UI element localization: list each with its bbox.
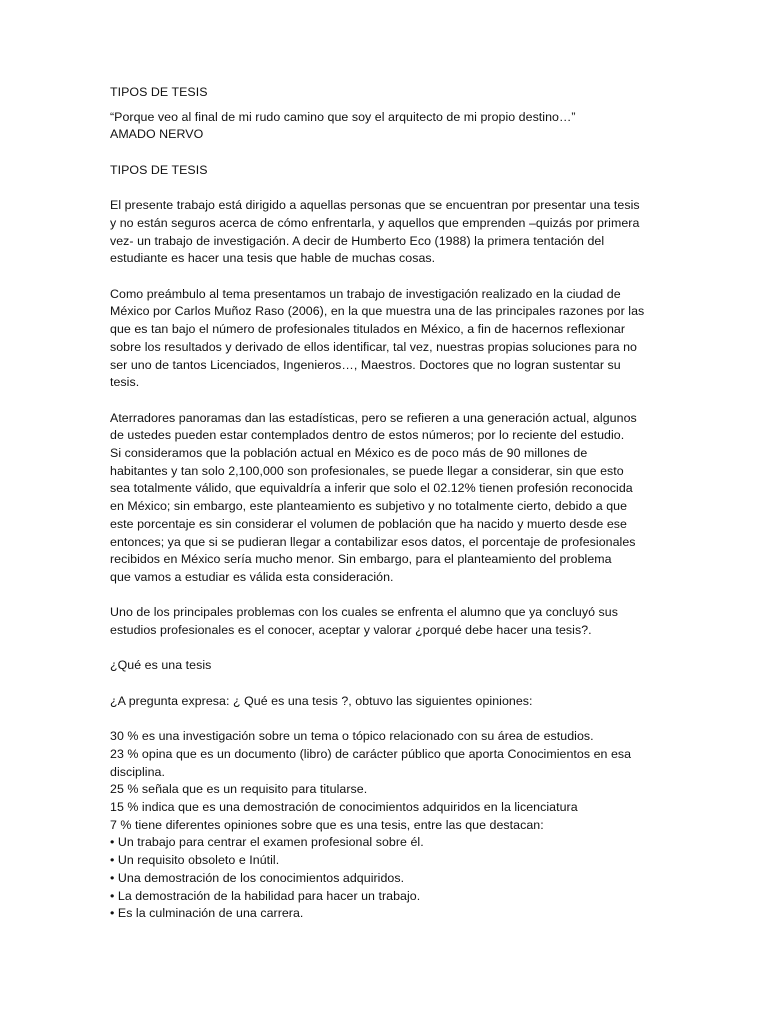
epigraph-quote: “Porque veo al final de mi rudo camino que soy el arquitecto de mi propio destino…” [110,109,576,124]
opinion-item: 15 % indica que es una demostración de conocimientos adquiridos en la licenciatura [110,800,578,814]
paragraph-line: que es tan bajo el número de profesionales titulados en México, a fin de hacernos reflexionar [110,322,626,337]
paragraph-line: y no están seguros acerca de cómo enfrentarla, y aquellos que emprenden –quizás por primera [110,215,640,230]
question-line: ¿A pregunta expresa: ¿ Qué es una tesis ?, obtuvo las siguientes opiniones: [110,693,533,708]
paragraph-line: de ustedes pueden estar contemplados dentro de estos números; por lo reciente del estudio. [110,428,625,443]
paragraph-line: vez- un trabajo de investigación. A decir de Humberto Eco (1988) la primera tentación del [110,233,605,248]
paragraph-line: Si consideramos que la población actual en México es de poco más de 90 millones de [110,446,588,460]
bullet-list [110,834,658,923]
bullet-item: • La demostración de la habilidad para hacer un trabajo. [110,888,421,903]
paragraph-line: este porcentaje es sin considerar el volumen de población que ha nacido y muerto desde ese [110,516,627,531]
opinion-item: 25 % señala que es un requisito para titularse. [110,782,368,797]
question-heading: ¿Qué es una tesis [110,658,212,673]
paragraph-statistics [110,410,658,587]
paragraph-line: Aterradores panoramas dan las estadísticas, pero se refieren a una generación actual, algunos [110,410,637,425]
opinion-item: 30 % es una investigación sobre un tema o tópico relacionado con su área de estudios. [110,729,594,744]
paragraph-line: tesis. [110,375,140,390]
spacer [110,675,658,693]
spacer [110,587,658,605]
epigraph-author: AMADO NERVO [110,127,204,142]
paragraph-line: México por Carlos Muñoz Raso (2006), en la que muestra una de las principales razones por las [110,304,645,319]
paragraph-line: ser uno de tantos Licenciados, Ingenieros…, Maestros. Doctores que no logran sustentar su [110,357,621,372]
paragraph-line: sobre los resultados y derivado de ellos identificar, tal vez, nuestras propias soluciones para no [110,339,637,354]
paragraph-preamble [110,286,658,392]
opinion-item: 23 % opina que es un documento (libro) de carácter público que aporta Conocimientos en esa [110,746,632,761]
spacer [110,180,658,198]
spacer [110,144,658,162]
paragraph-line: estudiante es hacer una tesis que hable de muchas cosas. [110,251,436,266]
bullet-item: • Un trabajo para centrar el examen profesional sobre él. [110,835,424,850]
opinion-item: disciplina. [110,764,165,779]
paragraph-line: en México; sin embargo, este planteamiento es subjetivo y no totalmente cierto, debido a que [110,499,628,514]
opinions-list [110,728,658,834]
spacer [110,392,658,410]
paragraph-line: recibidos en México sería mucho menor. Sin embargo, para el planteamiento del problema [110,552,612,567]
paragraph-line: sea totalmente válido, que equivaldría a inferir que solo el 02.12% tienen profesión reconocida [110,481,633,496]
paragraph-line: Como preámbulo al tema presentamos un trabajo de investigación realizado en la ciudad de [110,286,621,301]
paragraph-line: estudios profesionales es el conocer, aceptar y valorar ¿porqué debe hacer una tesis?. [110,623,592,638]
paragraph-line: habitantes y tan solo 2,100,000 son profesionales, se puede llegar a considerar, sin que esto [110,463,624,478]
document-page [110,84,658,923]
section-title: TIPOS DE TESIS [110,162,208,177]
spacer [110,640,658,658]
paragraph-problem [110,604,658,639]
paragraph-line: Uno de los principales problemas con los cuales se enfrenta el alumno que ya concluyó sus [110,605,618,620]
paragraph-line: El presente trabajo está dirigido a aquellas personas que se encuentran por presentar una tesis [110,198,640,213]
spacer [110,102,658,109]
paragraph-line: entonces; ya que si se pudieran llegar a contabilizar esos datos, el porcentaje de profesionales [110,534,636,549]
opinion-item: 7 % tiene diferentes opiniones sobre que es una tesis, entre las que destacan: [110,817,544,832]
document-title: TIPOS DE TESIS [110,85,208,99]
bullet-item: • Un requisito obsoleto e Inútil. [110,853,280,868]
bullet-item: • Es la culminación de una carrera. [110,906,304,921]
spacer [110,711,658,729]
paragraph-intro [110,197,658,268]
spacer [110,268,658,286]
bullet-item: • Una demostración de los conocimientos adquiridos. [110,870,405,885]
paragraph-line: que vamos a estudiar es válida esta consideración. [110,569,394,584]
